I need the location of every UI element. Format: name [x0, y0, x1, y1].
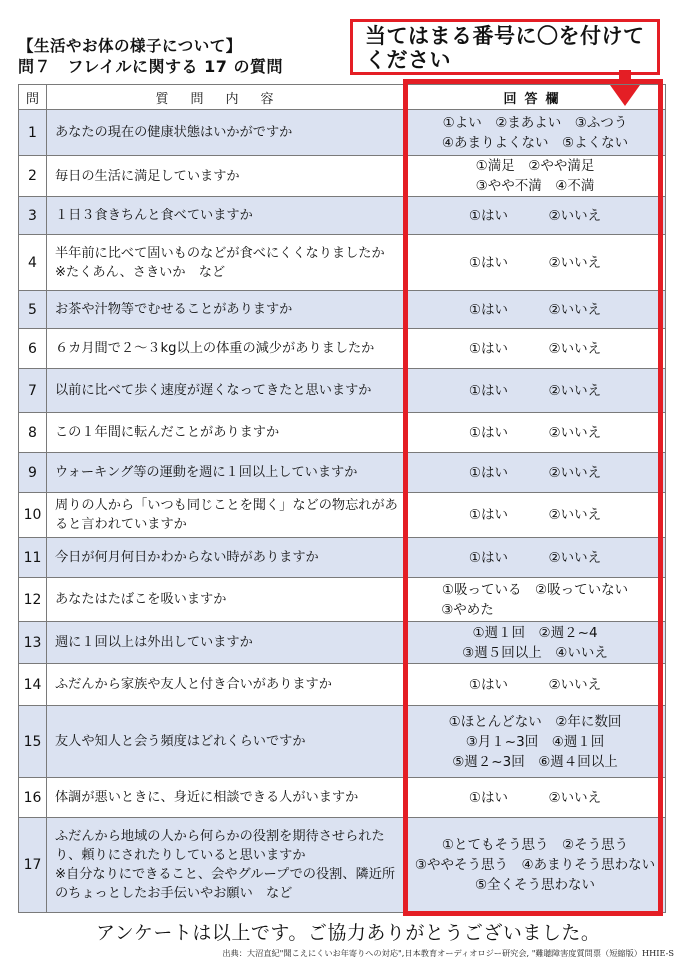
answer-option-line[interactable]: ①はい ②いいえ	[468, 424, 602, 441]
answer-option-line[interactable]: ①よい ②まあよい ③ふつう	[442, 114, 628, 131]
answer-option-line[interactable]: ⑤全くそう思わない	[474, 877, 596, 893]
question-text: １日３食きちんと食べていますか	[47, 197, 405, 235]
table-row	[19, 622, 666, 664]
table-row	[19, 110, 666, 156]
answer-options[interactable]	[405, 453, 666, 493]
question-number: 1	[19, 110, 47, 156]
page-title: 問７ フレイルに関する 17 の質問	[18, 57, 283, 76]
table-row	[19, 156, 666, 197]
question-number: 5	[19, 291, 47, 329]
table-row	[19, 493, 666, 538]
question-text: 今日が何月何日かわからない時がありますか	[47, 538, 405, 578]
answer-options[interactable]	[405, 235, 666, 291]
answer-options[interactable]	[405, 778, 666, 818]
answer-options[interactable]	[405, 493, 666, 538]
table-row	[19, 706, 666, 778]
answer-options[interactable]	[405, 622, 666, 664]
answer-options[interactable]	[405, 706, 666, 778]
question-text: お茶や汁物等でむせることがありますか	[47, 291, 405, 329]
answer-option-line[interactable]: ①はい ②いいえ	[468, 676, 602, 693]
table-row	[19, 235, 666, 291]
answer-option-line[interactable]: ③やめた	[441, 601, 629, 618]
answer-option-line[interactable]: ①ほとんどない ②年に数回	[448, 713, 622, 730]
table-row	[19, 453, 666, 493]
question-text: 体調が悪いときに、身近に相談できる人がいますか	[47, 778, 405, 818]
table-row	[19, 197, 666, 235]
question-text: 周りの人から「いつも同じことを聞く」などの物忘れがあると言われていますか	[47, 493, 405, 538]
answer-option-line[interactable]: ③やや不満 ④不満	[475, 178, 595, 194]
answer-options[interactable]	[405, 818, 666, 913]
question-text: 半年前に比べて固いものなどが食べにくくなりましたか ※たくあん、さきいか など	[47, 235, 405, 291]
question-text: 友人や知人と会う頻度はどれくらいですか	[47, 706, 405, 778]
table-row	[19, 329, 666, 369]
question-text: あなたの現在の健康状態はいかがですか	[47, 110, 405, 156]
answer-option-line[interactable]: ①はい ②いいえ	[468, 464, 602, 481]
question-text: 以前に比べて歩く速度が遅くなってきたと思いますか	[47, 369, 405, 413]
answer-option-line[interactable]: ①はい ②いいえ	[468, 207, 602, 224]
question-number: 15	[19, 706, 47, 778]
answer-option-line[interactable]: ①はい ②いいえ	[468, 301, 602, 318]
answer-option-line[interactable]: ①吸っている ②吸っていない	[441, 581, 629, 598]
question-number: 12	[19, 578, 47, 622]
answer-option-line[interactable]: ①とてもそう思う ②そう思う	[441, 837, 629, 853]
source-citation: 出典：大沼直紀"聞こえにくいお年寄りへの対応",日本教育オーディオロジー研究会, "難聴障害度質問票（短縮版）HHIE-S	[222, 948, 674, 958]
answer-option-line[interactable]: ④あまりよくない ⑤よくない	[441, 134, 629, 151]
table-row	[19, 818, 666, 913]
question-number: 2	[19, 156, 47, 197]
answer-option-line[interactable]: ①週１回 ②週２~4	[472, 624, 598, 641]
thanks-message: アンケートは以上です。ご協力ありがとうございました。	[96, 922, 601, 944]
table-row	[19, 578, 666, 622]
answer-options[interactable]	[405, 291, 666, 329]
question-text: この１年間に転んだことがありますか	[47, 413, 405, 453]
answer-options[interactable]	[405, 413, 666, 453]
answer-option-line[interactable]: ③月１~3回 ④週１回	[465, 733, 605, 750]
table-row	[19, 778, 666, 818]
question-number: 13	[19, 622, 47, 664]
question-number: 4	[19, 235, 47, 291]
answer-options[interactable]	[405, 197, 666, 235]
question-text: 週に１回以上は外出していますか	[47, 622, 405, 664]
question-text: あなたはたばこを吸いますか	[47, 578, 405, 622]
answer-option-line[interactable]: ①はい ②いいえ	[468, 507, 602, 523]
answer-options[interactable]	[405, 664, 666, 706]
question-number: 7	[19, 369, 47, 413]
question-number: 10	[19, 493, 47, 538]
question-number: 11	[19, 538, 47, 578]
answer-option-line[interactable]: ①はい ②いいえ	[468, 549, 602, 566]
answer-option-line[interactable]: ①満足 ②やや満足	[475, 158, 595, 174]
question-text: ふだんから地域の人から何らかの役割を期待させられたり、頼りにされたりしていると思いますか ※自分なりにできること、会やグループでの役割、隣近所のちょっとしたお手伝いやお願い など	[47, 818, 405, 913]
section-heading: 【生活やお体の様子について】	[18, 37, 242, 55]
col-header-question: 質問内容	[47, 85, 405, 110]
question-text: 毎日の生活に満足していますか	[47, 156, 405, 197]
table-row	[19, 369, 666, 413]
col-header-answer: 回答欄	[405, 85, 666, 110]
answer-options[interactable]	[405, 329, 666, 369]
question-number: 3	[19, 197, 47, 235]
question-number: 6	[19, 329, 47, 369]
answer-option-line[interactable]: ①はい ②いいえ	[468, 382, 602, 399]
question-text: ６カ月間で２～３kg以上の体重の減少がありましたか	[47, 329, 405, 369]
answer-option-line[interactable]: ③週５回以上 ④いいえ	[462, 644, 608, 661]
answer-option-line[interactable]: ⑤週２~3回 ⑥週４回以上	[452, 753, 618, 770]
frailty-questionnaire-table	[18, 84, 666, 913]
table-row	[19, 291, 666, 329]
answer-option-line[interactable]: ③ややそう思う ④あまりそう思わない	[414, 857, 656, 873]
answer-options[interactable]	[405, 578, 666, 622]
question-number: 9	[19, 453, 47, 493]
question-number: 14	[19, 664, 47, 706]
question-text: ふだんから家族や友人と付き合いがありますか	[47, 664, 405, 706]
col-header-number: 問	[19, 85, 47, 110]
question-number: 8	[19, 413, 47, 453]
answer-options[interactable]	[405, 156, 666, 197]
table-row	[19, 413, 666, 453]
answer-option-line[interactable]: ①はい ②いいえ	[468, 340, 602, 357]
question-number: 16	[19, 778, 47, 818]
question-text: ウォーキング等の運動を週に１回以上していますか	[47, 453, 405, 493]
question-number: 17	[19, 818, 47, 913]
instruction-callout: 当てはまる番号に〇を付けてください	[350, 19, 660, 75]
table-row	[19, 538, 666, 578]
answer-option-line[interactable]: ①はい ②いいえ	[468, 789, 602, 806]
answer-option-line[interactable]: ①はい ②いいえ	[468, 254, 602, 271]
answer-options[interactable]	[405, 369, 666, 413]
table-row	[19, 664, 666, 706]
answer-options[interactable]	[405, 110, 666, 156]
table-header-row	[19, 85, 666, 110]
answer-options[interactable]	[405, 538, 666, 578]
